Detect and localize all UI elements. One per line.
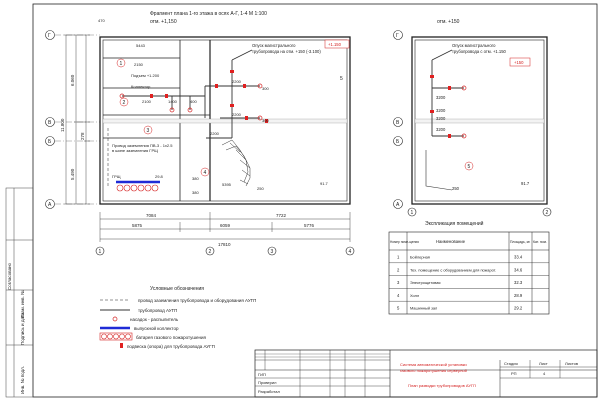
nozzles-right — [462, 86, 466, 138]
legend-item-collector: выпускной коллектор — [134, 326, 179, 331]
dim-7722: 7722 — [276, 213, 287, 218]
riser-note-left-2: трубопровода на отм. +150 (-3.100) — [252, 49, 321, 54]
room-number-4: 4 — [203, 170, 207, 176]
room-number-5: 5 — [340, 76, 343, 82]
stamp-sheet-header: Лист — [539, 361, 548, 366]
dim-5875: 5875 — [132, 223, 143, 228]
dim-2200-a: 2200 — [232, 79, 241, 84]
dim-6060: 6.060 — [70, 74, 75, 86]
legend-item-grounding: провод заземления трубопровода и оборудования АУГП — [138, 298, 257, 303]
dim-250-b: 250 — [452, 186, 459, 191]
dim-278: 278 — [80, 132, 85, 140]
dim-300-b: 300 — [262, 118, 269, 123]
label-panel: ГРЩ — [112, 174, 121, 179]
level-tag-right: +150 — [514, 60, 524, 65]
axis-label-3: 3 — [270, 249, 274, 255]
support-mark — [243, 84, 246, 88]
legend — [100, 286, 256, 349]
axis-markers-left — [46, 31, 101, 209]
support-mark — [165, 94, 168, 98]
legend-item-support: подвеска (опора) для трубопровода АУГП — [127, 344, 215, 349]
axis-label-4: 4 — [348, 249, 352, 255]
label-area-91-7-right: 91.7 — [521, 181, 530, 186]
axis-label-2-right: 2 — [545, 210, 549, 216]
dim-5443: 5443 — [136, 43, 145, 48]
support-mark — [230, 104, 234, 107]
axis-label-g-right: Г — [396, 33, 399, 39]
stamp-sheet: 4 — [543, 371, 546, 376]
side-agreed: Согласовано — [7, 262, 12, 290]
expl-cell-name: Бойлерная — [410, 254, 430, 260]
support-mark — [448, 134, 451, 138]
expl-cell-area: 34.6 — [514, 267, 523, 273]
axis-label-g: Г — [48, 33, 51, 39]
dim-3200-d: 3200 — [436, 127, 446, 132]
plan-level-right: отм. +150 — [437, 19, 460, 25]
expl-cell-num: 5 — [397, 305, 400, 311]
dim-7084: 7084 — [146, 213, 157, 218]
expl-header-num: Номер поме-щения — [390, 240, 419, 244]
explication-title: Экспликация помещений — [425, 221, 484, 227]
riser-note-left-1: Опуск магистрального — [252, 43, 296, 48]
expl-cell-area: 32.3 — [514, 280, 523, 286]
expl-cell-area: 28.9 — [514, 292, 523, 298]
axis-markers-bottom — [96, 247, 354, 255]
stamp-plan-name: План разводки трубопроводов АУГП — [408, 383, 476, 388]
label-area-91-7: 91.7 — [320, 181, 328, 186]
dim-5490: 5.490 — [70, 168, 75, 180]
dim-11800: 11.800 — [60, 118, 65, 132]
stamp-gip: ГИП — [258, 372, 266, 377]
expl-cell-name: Тех. помещение с оборудованием для пожарот. — [410, 267, 497, 273]
plan-title: Фрагмент плана 1-го этажа в осях А-Г, 1-4 М 1:100 — [150, 11, 267, 17]
expl-cell-num: 4 — [397, 292, 400, 298]
dim-2200-b: 2200 — [232, 112, 241, 117]
plan-level-main: отм. +1,150 — [150, 19, 177, 25]
axis-label-1: 1 — [98, 249, 102, 255]
dim-1400: 1400 — [168, 99, 177, 104]
expl-cell-area: 33.4 — [514, 254, 523, 260]
room-number-3: 3 — [146, 128, 150, 134]
riser-note-right-1: Опуск магистрального — [452, 43, 496, 48]
expl-cell-num: 2 — [397, 267, 400, 273]
stamp-checked: Проверил — [258, 380, 277, 385]
dim-250-a: 250 — [257, 186, 264, 191]
riser-note-right-2: трубопровода с отм. +1.150 — [452, 49, 506, 54]
dim-3200-b: 3200 — [436, 108, 446, 113]
expl-cell-area: 29.2 — [514, 305, 523, 311]
side-stamp — [6, 188, 33, 397]
dims-left — [60, 18, 105, 204]
dim-3200-a: 3200 — [436, 95, 446, 100]
expl-header-cat: Кат. пом. — [533, 240, 547, 244]
support-mark — [448, 86, 451, 90]
riser-note-left — [252, 40, 349, 54]
level-tag-left: +1.150 — [328, 42, 341, 47]
right-pipe-band — [415, 119, 544, 123]
title-block — [255, 350, 597, 397]
dim-400: 400 — [190, 99, 197, 104]
axis-markers-right — [394, 31, 403, 209]
support-mark — [430, 75, 434, 78]
room-number-2: 2 — [122, 100, 126, 106]
stamp-stage: РП — [511, 371, 517, 376]
dim-6059: 6059 — [220, 223, 231, 228]
axis-label-v-right: В — [396, 120, 400, 126]
label-grounding-1: Провод заземления ПВ-3 - 1х2.5 — [112, 143, 173, 148]
explication-table — [389, 220, 549, 314]
label-area-29-8: 29.8 — [155, 174, 163, 179]
side-inv-no: Инв. № подл. — [20, 365, 25, 394]
legend-title: Условные обозначения — [150, 286, 205, 292]
axis-label-b-right: Б — [396, 139, 400, 145]
axis-label-a: А — [48, 202, 52, 208]
dims-bottom — [100, 212, 350, 247]
support-icon — [120, 343, 123, 348]
axis-label-2: 2 — [208, 249, 212, 255]
stamp-stage-header: Стадия — [504, 361, 518, 366]
side-replace-inv: Взам. инв. № — [20, 290, 25, 318]
label-grounding-2: в шине заземления ГРЩ — [112, 148, 158, 153]
dim-2150: 2150 — [134, 62, 143, 67]
expl-cell-num: 3 — [397, 280, 400, 286]
battery-icon — [100, 333, 132, 340]
axis-label-1-right: 1 — [410, 210, 414, 216]
side-sign-date: Подпись и дата — [20, 312, 25, 345]
expl-header-area: Площадь, м² — [510, 240, 531, 244]
legend-item-pipe: трубопровод АУГП — [138, 308, 178, 313]
expl-header-name: Наименование — [436, 239, 466, 244]
main-plan — [46, 11, 355, 255]
nozzle-icon — [113, 317, 117, 321]
right-plan — [394, 19, 552, 216]
legend-item-battery: батарея газового пожаротушения — [136, 335, 206, 340]
dim-300-a: 300 — [262, 86, 269, 91]
room-number-1: 1 — [119, 61, 123, 67]
room-number-5-right: 5 — [467, 164, 471, 170]
dim-5776: 5776 — [304, 223, 315, 228]
pipe-band — [103, 119, 347, 123]
label-rise: Подъем +1.200 — [131, 73, 160, 78]
axis-markers-bottom-right — [408, 208, 551, 216]
support-mark — [230, 70, 234, 73]
label-collector: Коллектор — [131, 84, 151, 89]
legend-item-nozzle: насадок - распылитель — [130, 317, 179, 322]
expl-cell-name: Машинный зал — [410, 305, 438, 311]
expl-cell-name: Электрощитовая — [410, 280, 441, 286]
axis-label-b: Б — [48, 139, 52, 145]
dim-17810: 17810 — [218, 242, 231, 247]
dim-380-a: 380 — [192, 176, 199, 181]
stamp-system-2: газового пожаротушения серверной — [400, 368, 467, 373]
stamp-system-1: Система автоматической установки — [400, 362, 467, 367]
dim-470: 470 — [98, 18, 105, 23]
right-labels — [436, 43, 530, 191]
dim-2100: 2100 — [142, 99, 151, 104]
dim-3200-c: 3200 — [436, 116, 446, 121]
support-mark — [150, 94, 153, 98]
axis-label-v: В — [48, 120, 52, 126]
gas-battery — [117, 185, 158, 191]
expl-cell-name: Холл — [410, 292, 420, 298]
dim-380-b: 380 — [192, 190, 199, 195]
staircase — [222, 140, 250, 186]
support-mark — [215, 84, 218, 88]
expl-cell-num: 1 — [397, 254, 400, 260]
dim-5395: 5395 — [222, 182, 231, 187]
axis-label-a-right: А — [396, 202, 400, 208]
support-mark — [430, 110, 434, 113]
dim-2200-c: 2200 — [210, 131, 219, 136]
support-mark — [245, 116, 248, 120]
stamp-developed: Разработал — [258, 389, 280, 394]
stamp-sheets-header: Листов — [565, 361, 578, 366]
